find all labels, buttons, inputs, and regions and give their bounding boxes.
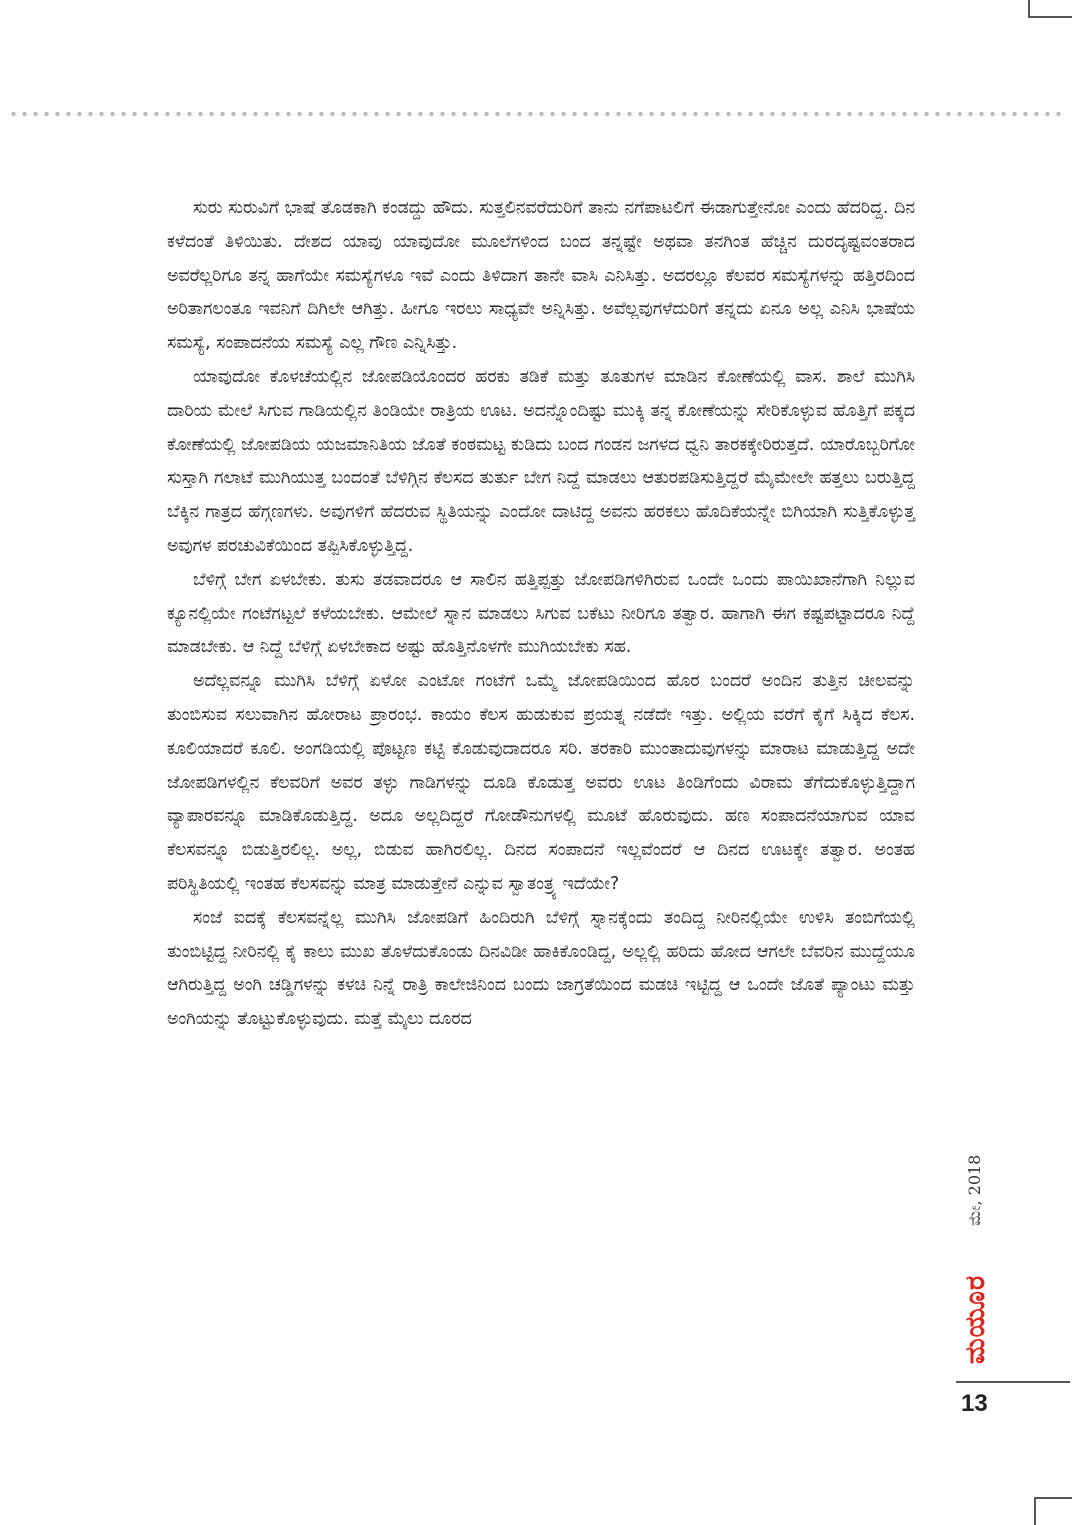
article-paragraph: ಬೆಳಿಗ್ಗೆ ಬೇಗ ಏಳಬೇಕು. ತುಸು ತಡವಾದರೂ ಆ ಸಾಲಿನ ಹತ್ತಿಪ್ಪತ್ತು ಜೋಪಡಿಗಳಿಗಿರುವ ಒಂದೇ ಒಂದು ಪಾಯಿಖಾನೆಗಾಗಿ ನಿಲ್ಲುವ ಕ್ಯೂನಲ್ಲಿಯೇ ಗಂಟೆಗಟ್ಟಲೆ ಕಳೆಯಬೇಕು. ಆಮೇಲೆ ಸ್ನಾನ ಮಾಡಲು ಸಿಗುವ ಬಕೆಟು ನೀರಿಗೂ ತತ್ವಾರ. ಹಾಗಾಗಿ ಈಗ ಕಷ್ಟಪಟ್ಟಾದರೂ ನಿದ್ದೆ ಮಾಡಬೇಕು. ಆ ನಿದ್ದೆ ಬೆಳಿಗ್ಗೆ ಏಳಬೇಕಾದ ಅಷ್ಟು ಹೊತ್ತಿನೊಳಗೇ ಮುಗಿಯಬೇಕು ಸಹ. — [167, 569, 915, 658]
page-number-rule — [956, 1381, 1070, 1383]
crop-mark-bottom — [1034, 1497, 1072, 1525]
article-paragraph: ಸುರು ಸುರುವಿಗೆ ಭಾಷೆ ತೊಡಕಾಗಿ ಕಂಡದ್ದು ಹೌದು. ಸುತ್ತಲಿನವರೆದುರಿಗೆ ತಾನು ನಗೆಪಾಟಲಿಗೆ ಈಡಾಗುತ್ತೇನೋ ಎಂದು ಹೆದರಿದ್ದ. ದಿನ ಕಳೆದಂತೆ ತಿಳಿಯಿತು. ದೇಶದ ಯಾವು ಯಾವುದೋ ಮೂಲೆಗಳಿಂದ ಬಂದ ತನ್ನಷ್ಟೇ ಅಥವಾ ತನಗಿಂತ ಹೆಚ್ಚಿನ ದುರದೃಷ್ಟವಂತರಾದ ಅವರೆಲ್ಲರಿಗೂ ತನ್ನ ಹಾಗೆಯೇ ಸಮಸ್ಯೆಗಳೂ ಇವೆ ಎಂದು ತಿಳಿದಾಗ ತಾನೇ ವಾಸಿ ಎನಿಸಿತ್ತು. ಅದರಲ್ಲೂ ಕೆಲವರ ಸಮಸ್ಯೆಗಳನ್ನು ಹತ್ತಿರದಿಂದ ಅರಿತಾಗಲಂತೂ ಇವನಿಗೆ ದಿಗಿಲೇ ಆಗಿತ್ತು. ಹೀಗೂ ಇರಲು ಸಾಧ್ಯವೇ ಅನ್ನಿಸಿತ್ತು. ಅವೆಲ್ಲವುಗಳೆದುರಿಗೆ ತನ್ನದು ಏನೂ ಅಲ್ಲ ಎನಿಸಿ ಭಾಷೆಯ ಸಮಸ್ಯೆ, ಸಂಪಾದನೆಯ ಸಮಸ್ಯೆ ಎಲ್ಲ ಗೌಣ ಎನ್ನಿಸಿತ್ತು. — [167, 198, 915, 354]
magazine-name: ಮಯೂರ — [960, 1274, 991, 1364]
crop-mark-top — [1028, 0, 1072, 18]
issue-date: ಮೇ, 2018 — [965, 1154, 984, 1226]
article-paragraph: ಯಾವುದೋ ಕೊಳಚೆಯಲ್ಲಿನ ಜೋಪಡಿಯೊಂದರ ಹರಕು ತಡಿಕೆ ಮತ್ತು ತೂತುಗಳ ಮಾಡಿನ ಕೋಣೆಯಲ್ಲಿ ವಾಸ. ಶಾಲೆ ಮುಗಿಸಿ ದಾರಿಯ ಮೇಲೆ ಸಿಗುವ ಗಾಡಿಯಲ್ಲಿನ ತಿಂಡಿಯೇ ರಾತ್ರಿಯ ಊಟ. ಅದನ್ನೊಂದಿಷ್ಟು ಮುಕ್ಕಿ ತನ್ನ ಕೋಣೆಯನ್ನು ಸೇರಿಕೊಳ್ಳುವ ಹೊತ್ತಿಗೆ ಪಕ್ಕದ ಕೋಣೆಯಲ್ಲಿ ಜೋಪಡಿಯ ಯಜಮಾನಿತಿಯ ಜೊತೆ ಕಂಠಮಟ್ಟ ಕುಡಿದು ಬಂದ ಗಂಡನ ಜಗಳದ ಧ್ವನಿ ತಾರಕಕ್ಕೇರಿರುತ್ತದೆ. ಯಾರೊಬ್ಬರಿಗೋ ಸುಸ್ತಾಗಿ ಗಲಾಟೆ ಮುಗಿಯುತ್ತ ಬಂದಂತೆ ಬೆಳಿಗ್ಗಿನ ಕೆಲಸದ ತುರ್ತು ಬೇಗ ನಿದ್ದೆ ಮಾಡಲು ಆತುರಪಡಿಸುತ್ತಿದ್ದರೆ ಮೈಮೇಲೇ ಹತ್ತಲು ಬರುತ್ತಿದ್ದ ಬೆಕ್ಕಿನ ಗಾತ್ರದ ಹೆಗ್ಗಣಗಳು. ಅವುಗಳಿಗೆ ಹೆದರುವ ಸ್ಥಿತಿಯನ್ನು ಎಂದೋ ದಾಟಿದ್ದ ಅವನು ಹರಕಲು ಹೊದಿಕೆಯನ್ನೇ ಬಿಗಿಯಾಗಿ ಸುತ್ತಿಕೊಳ್ಳುತ್ತ ಅವುಗಳ ಪರಚುವಿಕೆಯಿಂದ ತಪ್ಪಿಸಿಕೊಳ್ಳುತ್ತಿದ್ದ. — [167, 366, 915, 556]
article-paragraph: ಸಂಜೆ ಐದಕ್ಕೆ ಕೆಲಸವನ್ನೆಲ್ಲ ಮುಗಿಸಿ ಜೋಪಡಿಗೆ ಹಿಂದಿರುಗಿ ಬೆಳಿಗ್ಗೆ ಸ್ನಾನಕ್ಕೆಂದು ತಂದಿದ್ದ ನೀರಿನಲ್ಲಿಯೇ ಉಳಿಸಿ ತಂಬಿಗೆಯಲ್ಲಿ ತುಂಬಿಟ್ಟಿದ್ದ ನೀರಿನಲ್ಲಿ ಕೈ ಕಾಲು ಮುಖ ತೊಳೆದುಕೊಂಡು ದಿನವಿಡೀ ಹಾಕಿಕೊಂಡಿದ್ದ, ಅಲ್ಲಲ್ಲಿ ಹರಿದು ಹೋದ ಆಗಲೇ ಬೆವರಿನ ಮುದ್ದೆಯೂ ಆಗಿರುತ್ತಿದ್ದ ಅಂಗಿ ಚಡ್ಡಿಗಳನ್ನು ಕಳಚಿ ನಿನ್ನೆ ರಾತ್ರಿ ಕಾಲೇಜಿನಿಂದ ಬಂದು ಜಾಗ್ರತೆಯಿಂದ ಮಡಚಿ ಇಟ್ಟಿದ್ದ ಆ ಒಂದೇ ಜೊತೆ ಪ್ಯಾಂಟು ಮತ್ತು ಅಂಗಿಯನ್ನು ತೊಟ್ಟುಕೊಳ್ಳುವುದು. ಮತ್ತೆ ಮೈಲು ದೂರದ — [167, 907, 915, 1030]
dotted-header-divider — [8, 111, 1064, 117]
article-paragraph: ಅದೆಲ್ಲವನ್ನೂ ಮುಗಿಸಿ ಬೆಳಿಗ್ಗೆ ಏಳೋ ಎಂಟೋ ಗಂಟೆಗೆ ಒಮ್ಮೆ ಜೋಪಡಿಯಿಂದ ಹೊರ ಬಂದರೆ ಅಂದಿನ ತುತ್ತಿನ ಚೀಲವನ್ನು ತುಂಬಿಸುವ ಸಲುವಾಗಿನ ಹೋರಾಟ ಪ್ರಾರಂಭ. ಕಾಯಂ ಕೆಲಸ ಹುಡುಕುವ ಪ್ರಯತ್ನ ನಡೆದೇ ಇತ್ತು. ಅಲ್ಲಿಯ ವರೆಗೆ ಕೈಗೆ ಸಿಕ್ಕಿದ ಕೆಲಸ. ಕೂಲಿಯಾದರೆ ಕೂಲಿ. ಅಂಗಡಿಯಲ್ಲಿ ಪೊಟ್ಟಣ ಕಟ್ಟಿ ಕೊಡುವುದಾದರೂ ಸರಿ. ತರಕಾರಿ ಮುಂತಾದುವುಗಳನ್ನು ಮಾರಾಟ ಮಾಡುತ್ತಿದ್ದ ಅದೇ ಜೋಪಡಿಗಳಲ್ಲಿನ ಕೆಲವರಿಗೆ ಅವರ ತಳ್ಳು ಗಾಡಿಗಳನ್ನು ದೂಡಿ ಕೊಡುತ್ತ ಅವರು ಊಟ ತಿಂಡಿಗೆಂದು ವಿರಾಮ ತೆಗೆದುಕೊಳ್ಳುತ್ತಿದ್ದಾಗ ವ್ಯಾಪಾರವನ್ನೂ ಮಾಡಿಕೊಡುತ್ತಿದ್ದ. ಅದೂ ಅಲ್ಲದಿದ್ದರೆ ಗೋಡೌನುಗಳಲ್ಲಿ ಮೂಟೆ ಹೊರುವುದು. ಹಣ ಸಂಪಾದನೆಯಾಗುವ ಯಾವ ಕೆಲಸವನ್ನೂ ಬಿಡುತ್ತಿರಲಿಲ್ಲ. ಅಲ್ಲ, ಬಿಡುವ ಹಾಗಿರಲಿಲ್ಲ. ದಿನದ ಸಂಪಾದನೆ ಇಲ್ಲವೆಂದರೆ ಆ ದಿನದ ಊಟಕ್ಕೇ ತತ್ವಾರ. ಅಂತಹ ಪರಿಸ್ಥಿತಿಯಲ್ಲಿ ಇಂತಹ ಕೆಲಸವನ್ನು ಮಾತ್ರ ಮಾಡುತ್ತೇನೆ ಎನ್ನುವ ಸ್ವಾತಂತ್ರ್ಯ ಇದೆಯೇ? — [167, 671, 915, 894]
page-number: 13 — [961, 1390, 988, 1417]
magazine-logo — [958, 1234, 994, 1364]
article-body — [167, 192, 915, 1037]
